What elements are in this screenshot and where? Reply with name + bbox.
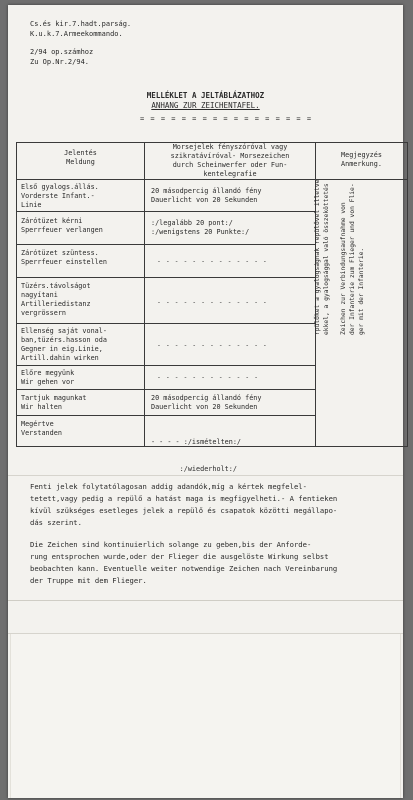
row-divider <box>17 365 315 366</box>
row-divider <box>17 277 315 278</box>
header-meldung: Jelentés Meldung <box>64 149 97 166</box>
row-label: Zárótüzet kérni Sperrfeuer verlangen <box>21 217 103 234</box>
paragraph-german: Die Zeichen sind kontinuierlich solange zu geben,bis der Anforde- rung entsprochen wurde,oder der Flieger die ausgelöste Wirkung selbst beobachten kann. Eventuelle weiter notwendige Zeichen nach Vereinbarung der Truppe mit dem Flieger. <box>30 540 338 585</box>
row-signal: - - - - :/ismételten:/ :/wiederholt:/ <box>151 438 242 473</box>
row-label: Tüzérs.távolságot nagyítani Artilleriedistanz vergrössern <box>21 282 91 317</box>
row-divider <box>17 323 315 324</box>
remark-vertical-text: rpülőket a gyalogságnak repülővel illetve ekkel, a gyalogsággal való összeköttetés Zeichen zur Verbindungsaufnahme von der Infanterie zum Flieger und von Flie- ger mit der Infanterie. <box>314 179 365 335</box>
folded-lower-section <box>10 633 401 798</box>
row-signal: 20 másodpercig állandó fény Dauerlicht von 20 Sekunden <box>151 394 262 411</box>
row-label: Zárótüzet szüntess. Sperrfeuer einstellen <box>21 249 107 266</box>
row-divider <box>17 415 315 416</box>
row-signal: 20 másodpercig állandó fény Dauerlicht von 20 Sekunden <box>151 187 262 204</box>
row-divider <box>17 244 315 245</box>
header-signal: Morsejelek fényszóróval vagy szikratávíróval- Morsezeichen durch Scheinwerfer oder Fun- kentelegrafie <box>170 143 290 178</box>
row-label: Megértve Verstanden <box>21 420 62 437</box>
row-signal: - - - - - - - - - - - - <box>157 373 259 381</box>
row-label: Ellenség saját vonal- ban,tüzérs.hasson oda Gegner in eig.Linie, Artill.dahin wirken <box>21 327 107 362</box>
fold-line <box>8 600 403 601</box>
document-title <box>8 91 403 111</box>
row-signal: - - - - - - - - - - - - - <box>157 257 268 265</box>
row-signal: :/legalább 20 pont:/ :/wenigstens 20 Punkte:/ <box>151 219 250 236</box>
column-divider <box>144 143 145 446</box>
header-line: Zu Op.Nr.2/94. <box>30 58 90 66</box>
paragraph-hungarian: Fenti jelek folytatólagosan addig adandók,míg a kértek megfelel- tetett,vagy pedig a repülő a hatást maga is megfigyelheti.- A fentieken kívül szükséges esetleges jelek a repülő és csapatok közötti megállapo- dás szerint. <box>30 482 338 527</box>
header-remark: Megjegyzés Anmerkung. <box>341 151 382 168</box>
row-divider <box>17 211 315 212</box>
row-signal: - - - - - - - - - - - - - <box>157 298 268 306</box>
reference-number <box>30 47 93 67</box>
command-header <box>30 19 131 39</box>
row-divider <box>17 389 315 390</box>
row-label: Előre megyünk Wir gehen vor <box>21 369 75 386</box>
header-line: 2/94 op.számhoz <box>30 48 94 56</box>
row-label: Első gyalogs.állás. Vorderste Infant.- Linie <box>21 183 99 209</box>
header-line: Cs.és kir.7.hadt.parság. <box>30 20 132 28</box>
row-divider <box>17 179 407 180</box>
row-signal: - - - - - - - - - - - - - <box>157 341 268 349</box>
title-underline: = = = = = = = = = = = = = = = = = <box>140 115 313 123</box>
title-line: ANHANG ZUR ZEICHENTAFEL. <box>151 101 260 110</box>
header-line: K.u.k.7.Armeekommando. <box>30 30 123 38</box>
document-sheet <box>8 5 403 798</box>
title-line: MELLÉKLET A JELTÁBLÁZATHOZ <box>146 91 265 100</box>
row-label: Tartjuk magunkat Wir halten <box>21 394 87 411</box>
fold-line <box>8 633 403 634</box>
